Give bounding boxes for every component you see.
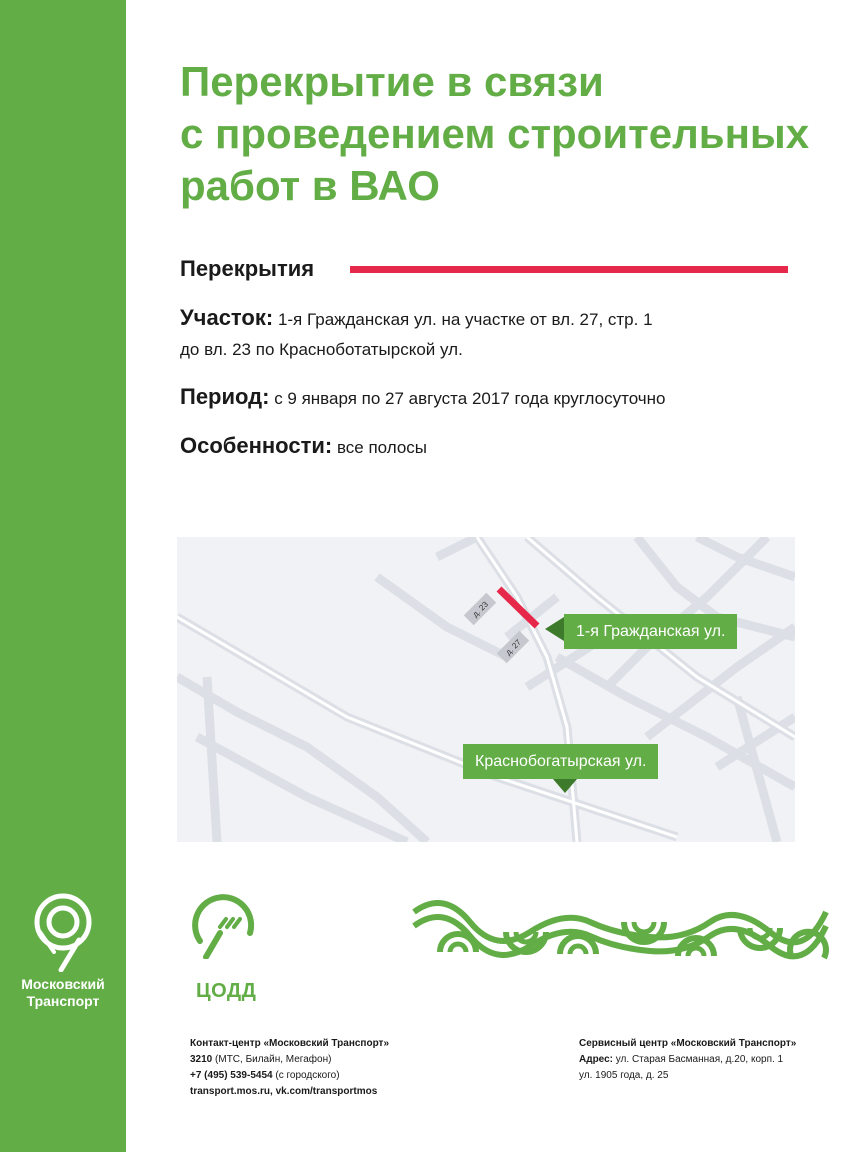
address-line2: ул. 1905 года, д. 25: [579, 1070, 669, 1081]
phone-short: 3210: [190, 1054, 213, 1065]
brand-name: [0, 976, 126, 1010]
codd-name: ЦОДД: [196, 980, 257, 1002]
contact-phone-long-row: [190, 1068, 530, 1084]
contact-links[interactable]: transport.mos.ru, vk.com/transportmos: [190, 1086, 378, 1097]
phone-long: +7 (495) 539-5454: [190, 1070, 273, 1081]
map-roads: [177, 537, 795, 842]
service-address-row: [579, 1052, 829, 1068]
moscow-transport-logo-icon: [28, 892, 98, 972]
service-center-title: Сервисный центр «Московский Транспорт»: [579, 1038, 797, 1049]
section-heading: Перекрытия: [180, 256, 315, 281]
section-value-line1: 1-я Гражданская ул. на участке от вл. 27, стр. 1: [277, 310, 653, 329]
svg-text:д. 27: д. 27: [503, 637, 523, 657]
period-label: Период:: [180, 384, 270, 409]
info-section: [180, 303, 800, 365]
phone-short-note: (МТС, Билайн, Мегафон): [215, 1054, 332, 1065]
decorative-wave-pattern-icon: [410, 892, 830, 982]
house-23-label: [464, 593, 497, 626]
period-value: с 9 января по 27 августа 2017 года круглосуточно: [274, 389, 666, 408]
section-divider: [350, 266, 788, 273]
contact-center-title: Контакт-центр «Московский Транспорт»: [190, 1038, 390, 1049]
info-period: [180, 382, 800, 414]
street-label-grazhdanskaya: 1-я Гражданская ул.: [564, 614, 737, 649]
service-center-info: [579, 1036, 829, 1084]
features-label: Особенности:: [180, 433, 333, 458]
contact-phone-short-row: [190, 1052, 530, 1068]
svg-text:д. 23: д. 23: [470, 599, 490, 619]
sidebar: [0, 0, 126, 1152]
page-title: [180, 56, 820, 212]
section-label: Участок:: [180, 305, 274, 330]
page-title-line3: работ в ВАО: [180, 162, 440, 209]
section-value-line2: до вл. 23 по Красноботатырской ул.: [180, 340, 463, 359]
grazhdanskaya-pointer-icon: [545, 617, 564, 641]
address-label: Адрес:: [579, 1054, 613, 1065]
features-value: все полосы: [336, 438, 428, 457]
contact-center-info: [190, 1036, 530, 1100]
page-title-line1: Перекрытие в связи: [180, 58, 604, 105]
phone-long-note: (с городского): [275, 1070, 340, 1081]
info-features: [180, 431, 800, 463]
brand-name-line1: Московский: [21, 976, 105, 992]
address-line1: ул. Старая Басманная, д.20, корп. 1: [615, 1054, 784, 1065]
brand-name-line2: Транспорт: [26, 993, 100, 1009]
map: [177, 537, 795, 842]
page-title-line2: с проведением строительных: [180, 110, 810, 157]
street-label-krasnobogatyrskaya: Краснобогатырская ул.: [463, 744, 658, 779]
codd-logo-icon: [190, 893, 260, 959]
